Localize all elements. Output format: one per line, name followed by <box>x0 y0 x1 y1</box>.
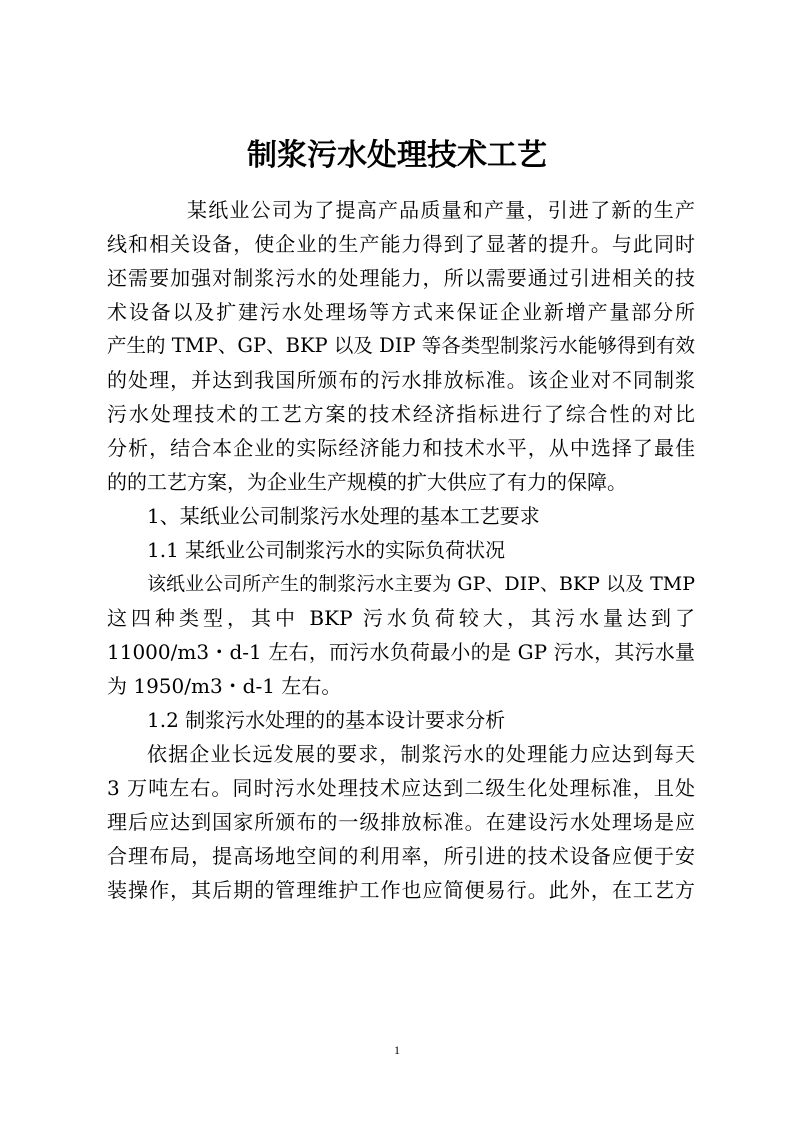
document-title: 制浆污水处理技术工艺 <box>247 138 547 173</box>
page-number: 1 <box>394 1043 400 1057</box>
paragraph-line: 污水处理技术的工艺方案的技术经济指标进行了综合性的对比 <box>107 402 695 426</box>
paragraph-line: 11000/m3・d-1 左右，而污水负荷最小的是 GP 污水，其污水量 <box>107 640 695 664</box>
subsection-heading: 1.1 某纸业公司制浆污水的实际负荷状况 <box>147 538 506 562</box>
paragraph-line: 的处理，并达到我国所颁布的污水排放标准。该企业对不同制浆 <box>107 368 695 392</box>
paragraph-line: 理后应达到国家所颁布的一级排放标准。在建设污水处理场是应 <box>107 810 695 834</box>
paragraph-line: 还需要加强对制浆污水的处理能力，所以需要通过引进相关的技 <box>107 266 695 290</box>
paragraph-line: 某纸业公司为了提高产品质量和产量，引进了新的生产 <box>187 198 695 222</box>
paragraph-line: 的的工艺方案，为企业生产规模的扩大供应了有力的保障。 <box>107 470 627 494</box>
paragraph-line: 为 1950/m3・d-1 左右。 <box>107 674 342 698</box>
paragraph-line: 产生的 TMP、GP、BKP 以及 DIP 等各类型制浆污水能够得到有效 <box>107 334 695 357</box>
paragraph-line: 3 万吨左右。同时污水处理技术应达到二级生化处理标准，且处 <box>107 776 695 800</box>
paragraph-line: 这四种类型，其中 BKP 污水负荷较大，其污水量达到了 <box>107 606 695 630</box>
subsection-heading: 1.2 制浆污水处理的的基本设计要求分析 <box>147 708 506 732</box>
paragraph-line: 依据企业长远发展的要求，制浆污水的处理能力应达到每天 <box>147 742 695 766</box>
paragraph-line: 术设备以及扩建污水处理场等方式来保证企业新增产量部分所 <box>107 300 695 324</box>
paragraph-line: 装操作，其后期的管理维护工作也应简便易行。此外，在工艺方 <box>107 878 695 902</box>
paragraph-line: 线和相关设备，使企业的生产能力得到了显著的提升。与此同时 <box>107 232 695 256</box>
section-heading: 1、某纸业公司制浆污水处理的基本工艺要求 <box>147 504 540 528</box>
paragraph-line: 分析，结合本企业的实际经济能力和技术水平，从中选择了最佳 <box>107 436 695 460</box>
paragraph-line: 该纸业公司所产生的制浆污水主要为 GP、DIP、BKP 以及 TMP <box>147 573 695 595</box>
paragraph-line: 合理布局，提高场地空间的利用率，所引进的技术设备应便于安 <box>107 844 695 868</box>
